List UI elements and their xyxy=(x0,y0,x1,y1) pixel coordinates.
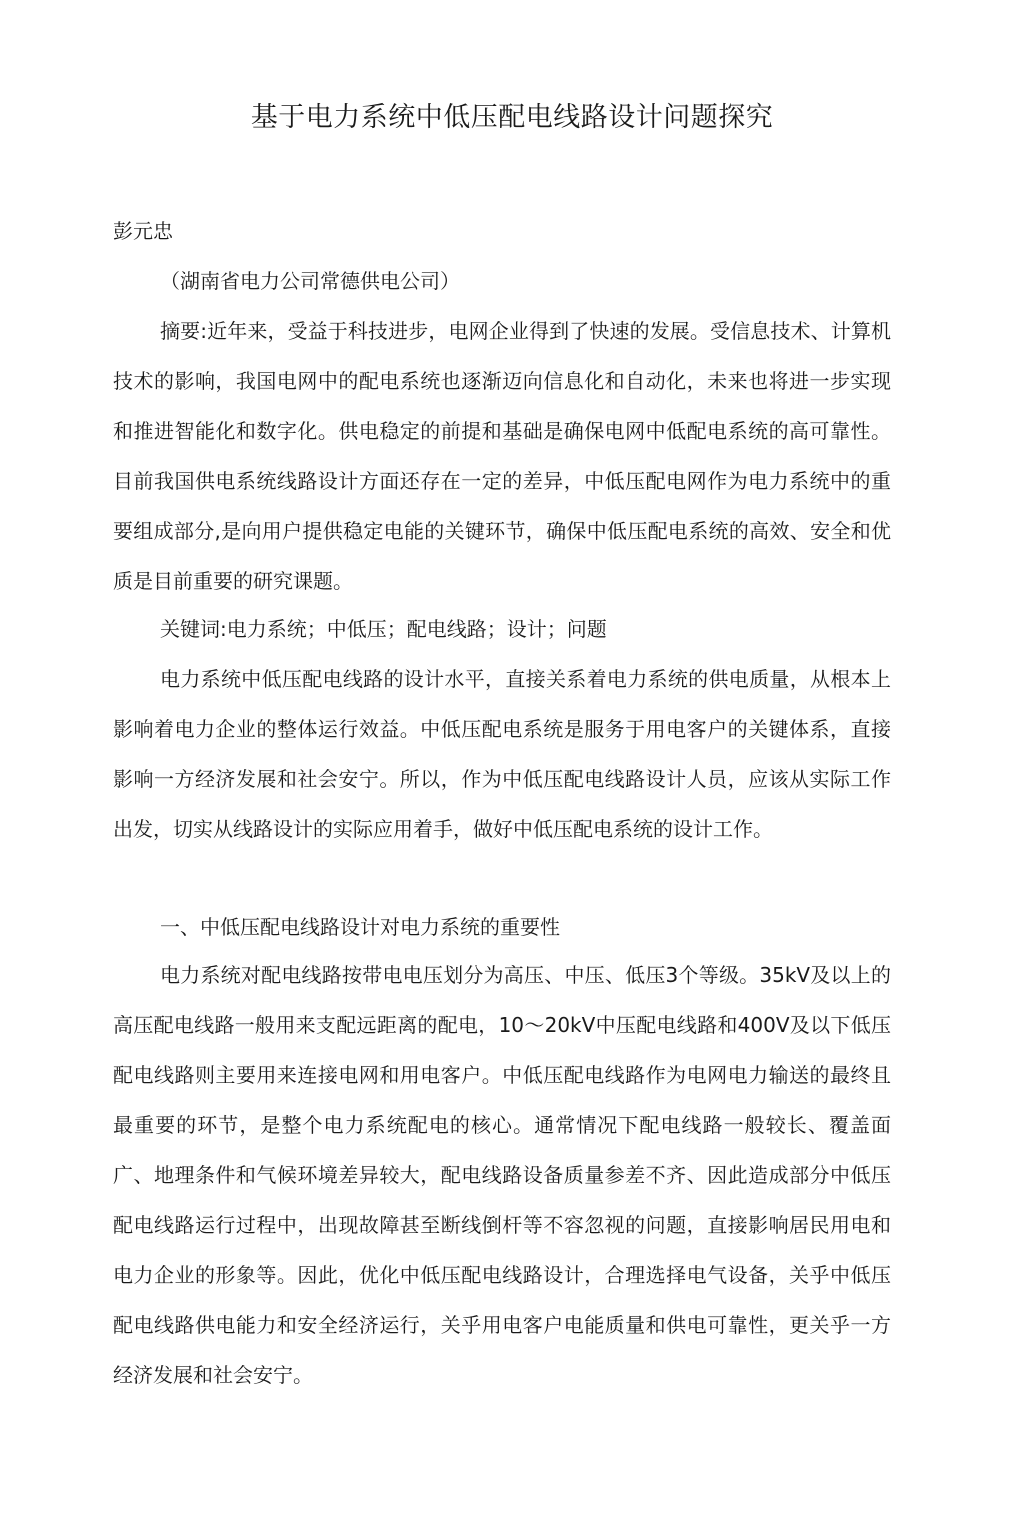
author-affiliation: （湖南省电力公司常德供电公司） xyxy=(160,269,460,293)
abstract-paragraph: 摘要:近年来，受益于科技进步，电网企业得到了快速的发展。受信息技术、计算机技术的影响，我国电网中的配电系统也逐渐迈向信息化和自动化，未来也将进一步实现和推进智能化和数字化。供电稳定的前提和基础是确保电网中低配电系统的高可靠性。目前我国供电系统线路设计方面还存在一定的差异，中低压配电网作为电力系统中的重要组成部分,是向用户提供稳定电能的关键环节，确保中低压配电系统的高效、安全和优质是目前重要的研究课题。 xyxy=(113,319,891,593)
intro-paragraph: 电力系统中低压配电线路的设计水平，直接关系着电力系统的供电质量，从根本上影响着电力企业的整体运行效益。中低压配电系统是服务于用电客户的关键体系，直接影响一方经济发展和社会安宁。所以，作为中低压配电线路设计人员，应该从实际工作出发，切实从线路设计的实际应用着手，做好中低压配电系统的设计工作。 xyxy=(113,667,891,841)
keywords-paragraph: 关键词:电力系统；中低压；配电线路；设计；问题 xyxy=(160,617,607,641)
document-title: 基于电力系统中低压配电线路设计问题探究 xyxy=(250,102,774,133)
author-name: 彭元忠 xyxy=(113,219,173,243)
section-heading: 一、中低压配电线路设计对电力系统的重要性 xyxy=(160,915,560,939)
section-body-paragraph: 电力系统对配电线路按带电电压划分为高压、中压、低压3个等级。35kV及以上的高压配电线路一般用来支配远距离的配电，10～20kV中压配电线路和400V及以下低压配电线路则主要用来连接电网和用电客户。中低压配电线路作为电网电力输送的最终且最重要的环节，是整个电力系统配电的核心。通常情况下配电线路一般较长、覆盖面广、地理条件和气候环境差异较大，配电线路设备质量参差不齐、因此造成部分中低压配电线路运行过程中，出现故障甚至断线倒杆等不容忽视的问题，直接影响居民用电和电力企业的形象等。因此，优化中低压配电线路设计，合理选择电气设备，关乎中低压配电线路供电能力和安全经济运行，关乎用电客户电能质量和供电可靠性，更关乎一方经济发展和社会安宁。 xyxy=(113,963,891,1387)
